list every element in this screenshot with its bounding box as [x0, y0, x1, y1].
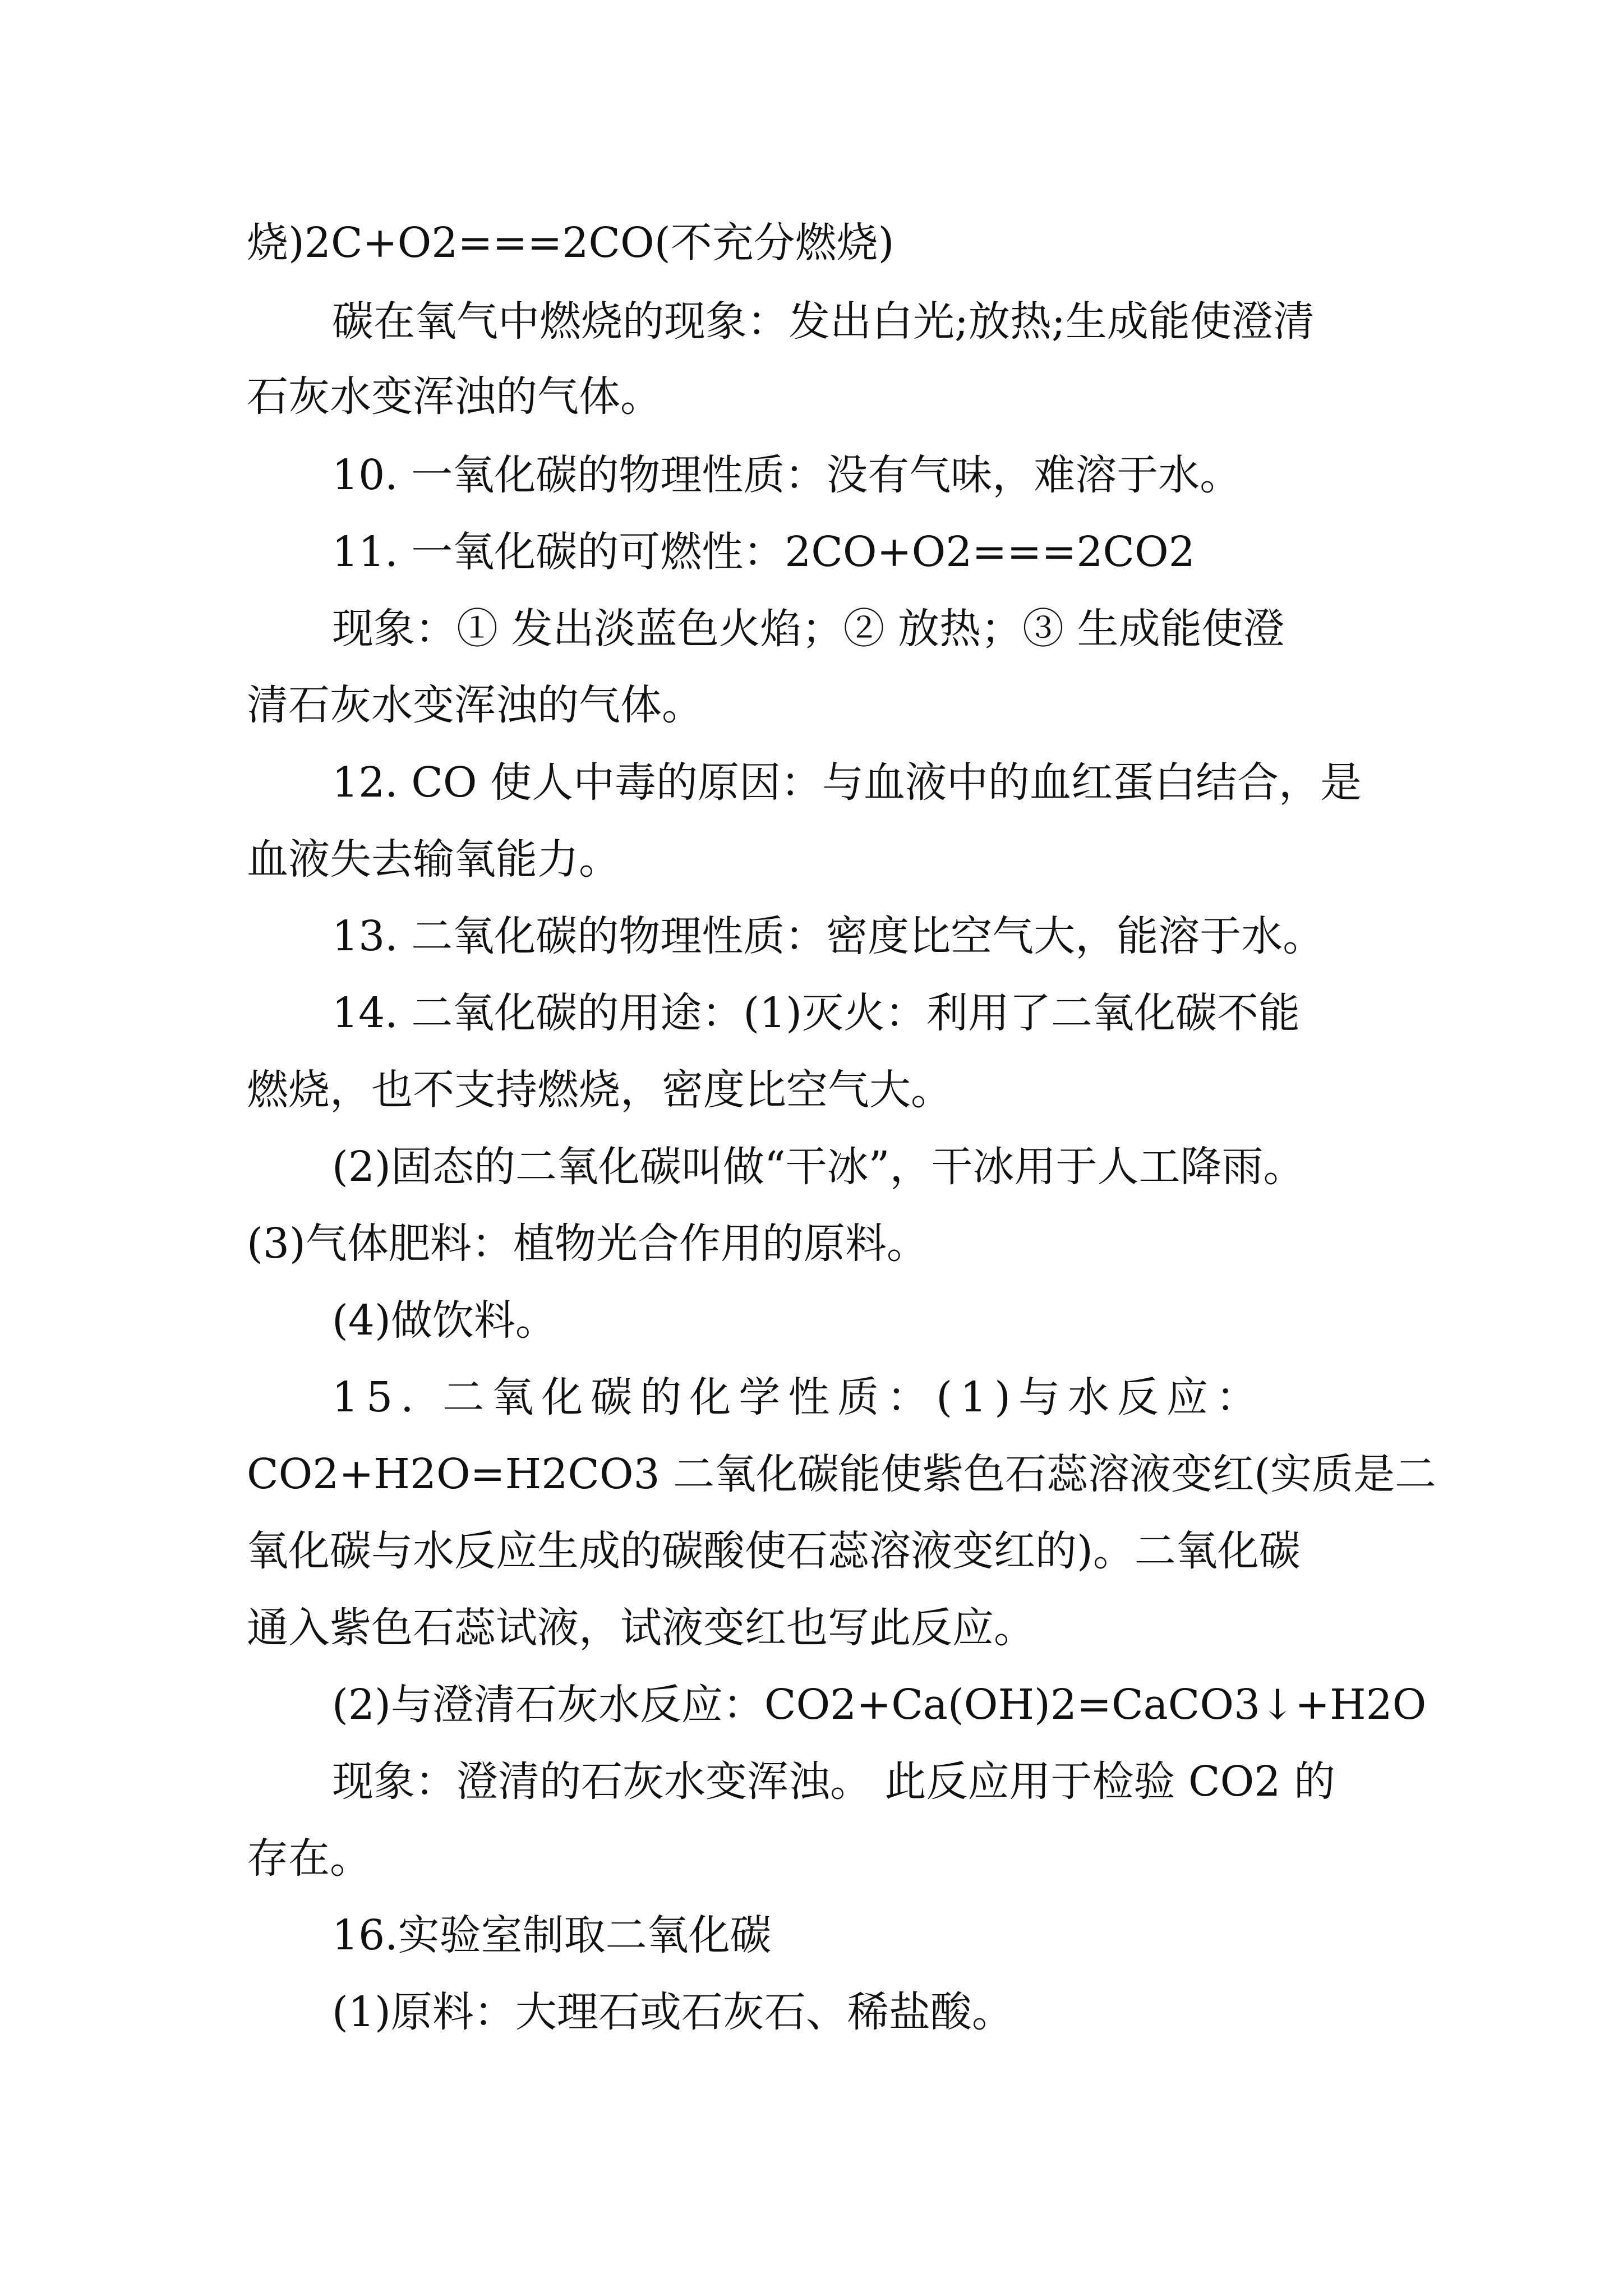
text-line: 16.实验室制取二氧化碳	[332, 1911, 772, 1959]
text-line: 血液失去输氧能力。	[247, 835, 620, 884]
text-line: 12. CO 使人中毒的原因：与血液中的血红蛋白结合，是	[332, 758, 1362, 807]
text-line: 烧)2C+O2===2CO(不充分燃烧)	[247, 219, 895, 267]
text-line: 14. 二氧化碳的用途：(1)灭火：利用了二氧化碳不能	[332, 989, 1301, 1037]
text-line: 现象：澄清的石灰水变浑浊。 此反应用于检验 CO2 的	[332, 1757, 1335, 1806]
text-line: 11. 一氧化碳的可燃性：2CO+O2===2CO2	[332, 528, 1195, 576]
text-line: 存在。	[247, 1834, 371, 1883]
text-line: 通入紫色石蕊试液，试液变红也写此反应。	[247, 1604, 1035, 1652]
text-line: (3)气体肥料：植物光合作用的原料。	[247, 1220, 928, 1268]
text-line: 石灰水变浑浊的气体。	[247, 372, 662, 421]
text-line: CO2+H2O=H2CO3 二氧化碳能使紫色石蕊溶液变红(实质是二	[247, 1450, 1437, 1498]
text-line: 现象：① 发出淡蓝色火焰；② 放热；③ 生成能使澄	[332, 605, 1285, 653]
text-line: 10. 一氧化碳的物理性质：没有气味，难溶于水。	[332, 451, 1242, 499]
text-line: (2)固态的二氧化碳叫做“干冰”，干冰用于人工降雨。	[332, 1143, 1305, 1191]
text-line: 清石灰水变浑浊的气体。	[247, 681, 703, 729]
text-line: 13. 二氧化碳的物理性质：密度比空气大，能溶于水。	[332, 912, 1325, 960]
text-line: (2)与澄清石灰水反应：CO2+Ca(OH)2=CaCO3↓+H2O	[332, 1681, 1427, 1729]
text-line: (4)做饮料。	[332, 1296, 557, 1345]
text-line: 燃烧，也不支持燃烧，密度比空气大。	[247, 1066, 952, 1114]
text-line: 氧化碳与水反应生成的碳酸使石蕊溶液变红的)。二氧化碳	[247, 1527, 1301, 1575]
text-line: (1)原料：大理石或石灰石、稀盐酸。	[332, 1988, 1013, 2036]
text-line: 15. 二氧化碳的化学性质：(1)与水反应：	[332, 1373, 1266, 1421]
text-line: 碳在氧气中燃烧的现象：发出白光;放热;生成能使澄清	[332, 297, 1315, 346]
